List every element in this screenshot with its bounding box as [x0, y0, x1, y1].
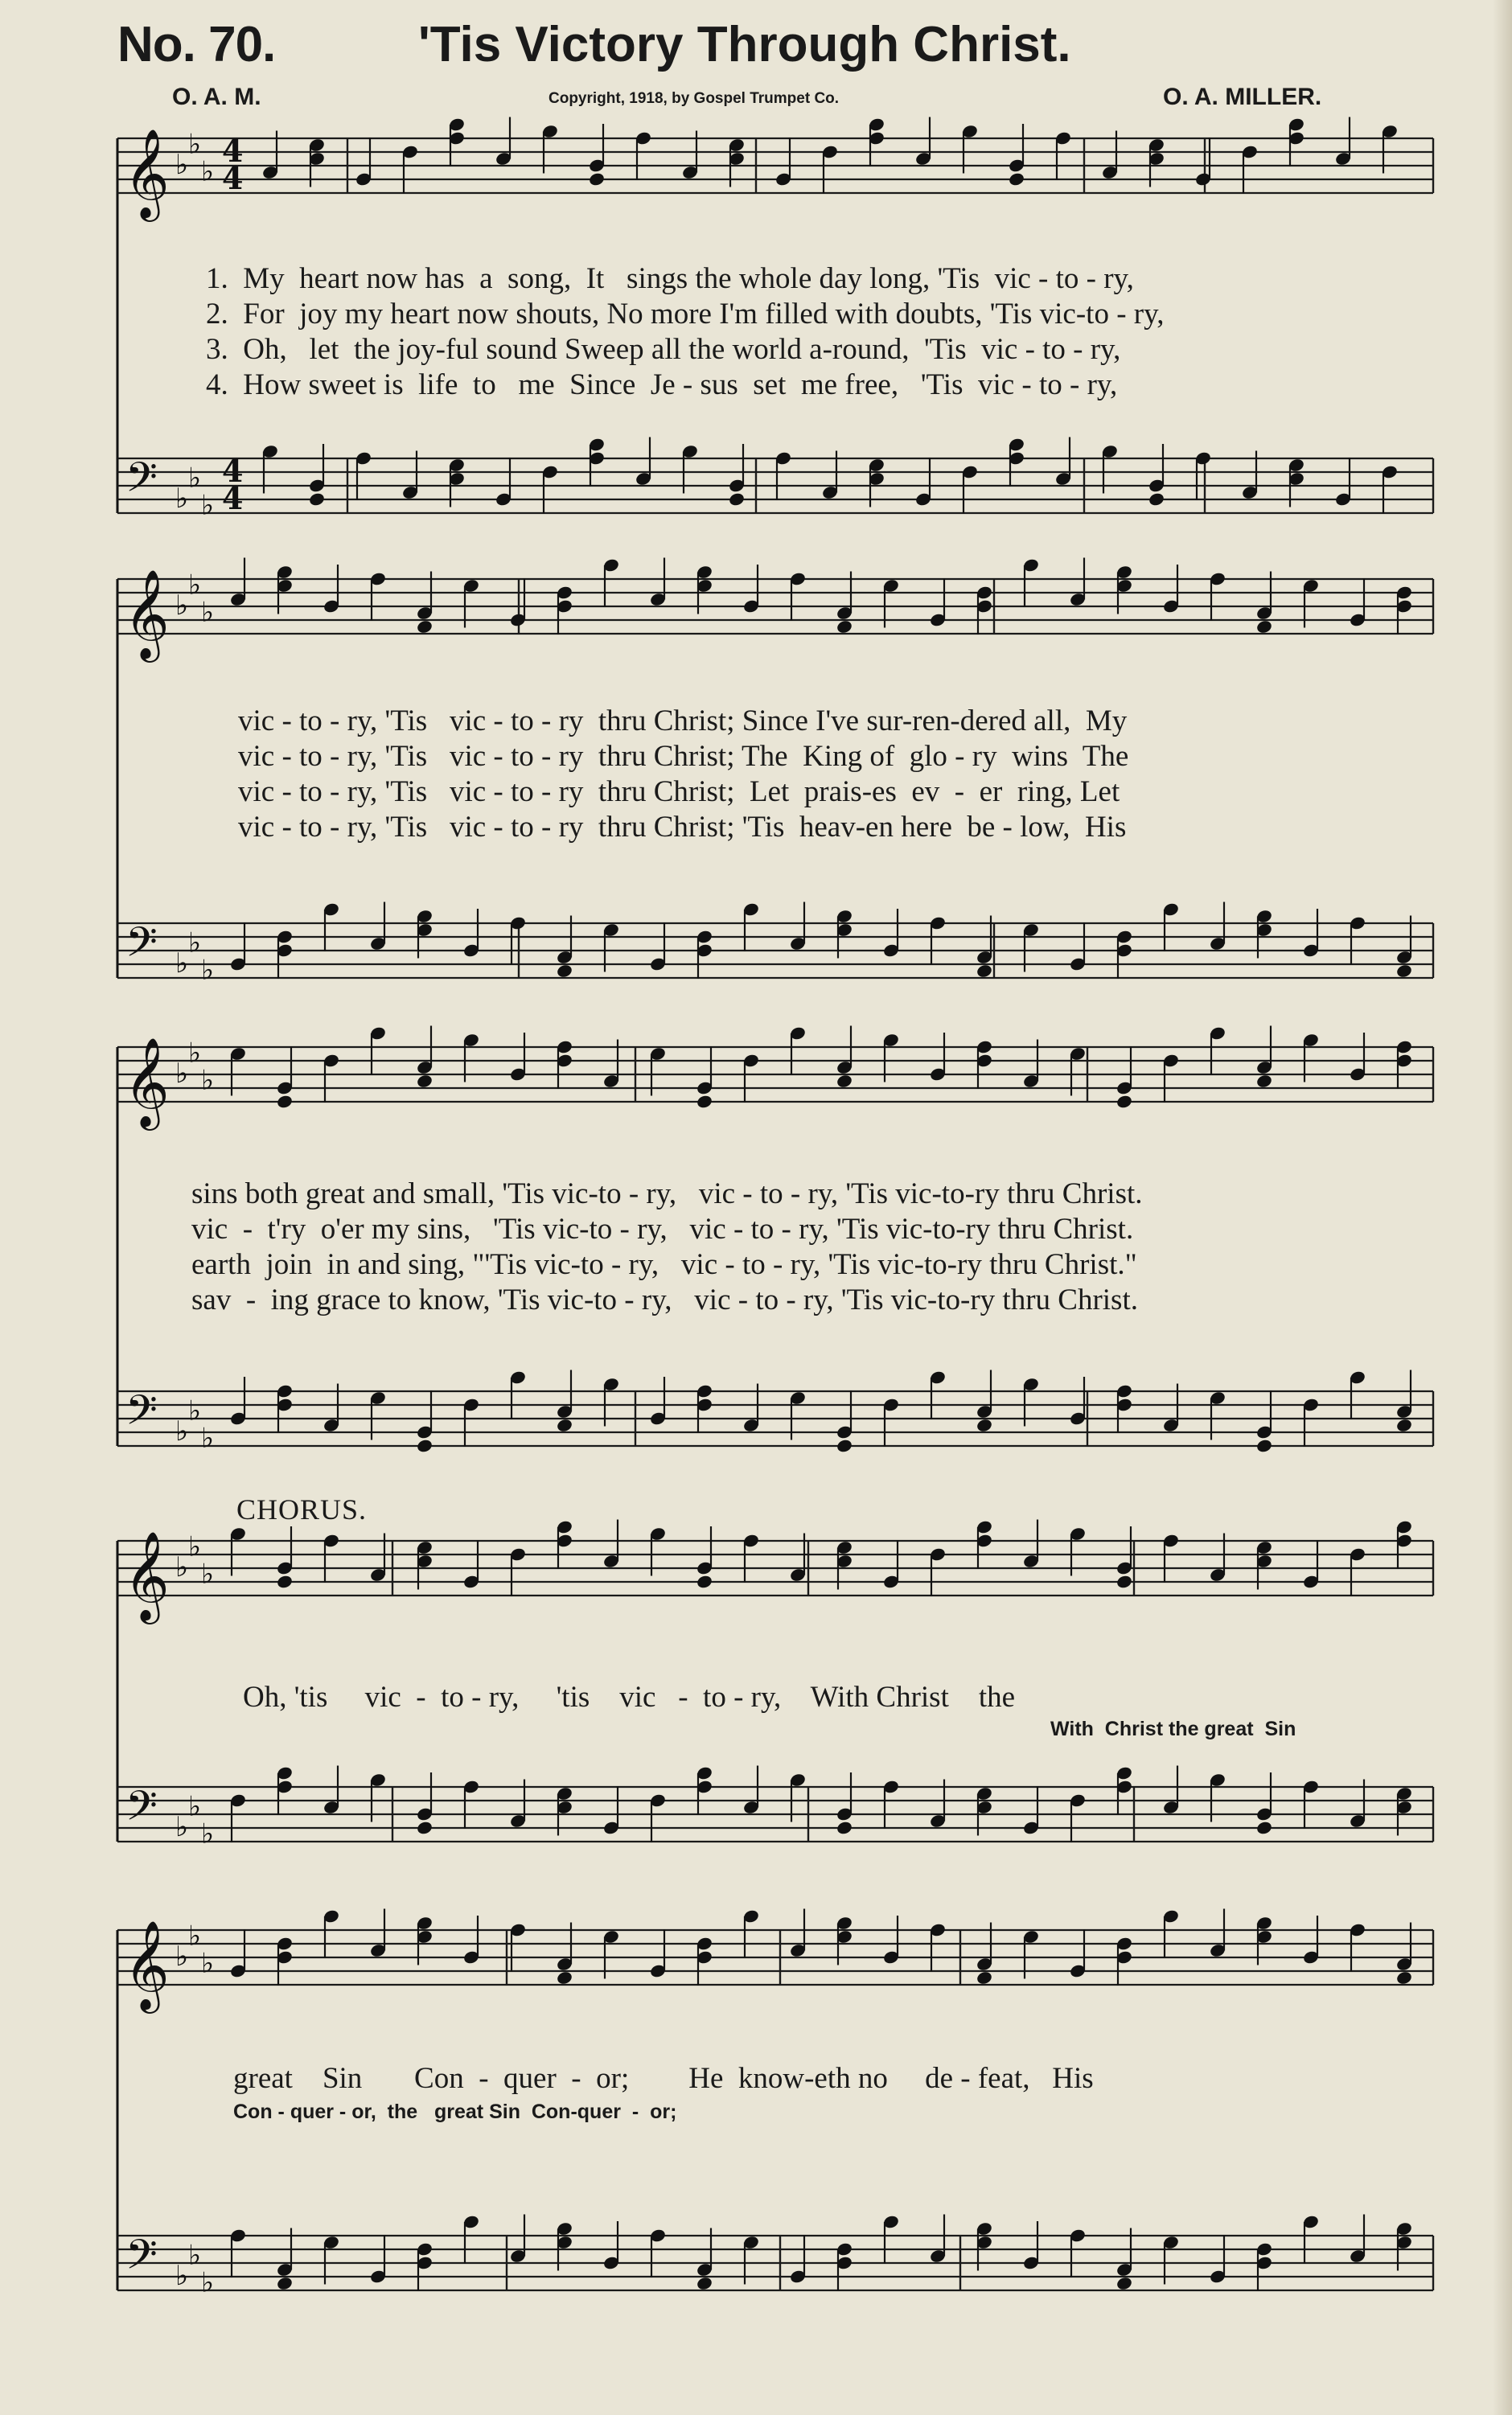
system-4-bass-notehead	[836, 1820, 853, 1835]
verse-1-line-2: vic - to - ry, 'Tis vic - to - ry thru Christ; Since I've sur-ren-dered all, My	[238, 704, 1128, 737]
system-5-bass-key-flat: ♭	[175, 2260, 189, 2292]
system-2-treble-clef: 𝄞	[124, 569, 170, 659]
system-2-bass-key-flat: ♭	[201, 954, 215, 987]
system-3-treble-notehead	[1255, 1074, 1273, 1089]
system-2-bass-clef: 𝄢	[125, 918, 158, 976]
verse-4-line-3: sav - ing grace to know, 'Tis vic-to - ry, vic - to - ry, 'Tis vic-to-ry thru Christ.	[191, 1283, 1138, 1316]
system-4-bass-notehead	[416, 1820, 433, 1835]
chorus-line-2: great Sin Con - quer - or; He know-eth no de - feat, His	[233, 2062, 1094, 2095]
system-4-bass-clef: 𝄢	[125, 1781, 158, 1840]
system-2-treble-notehead	[416, 619, 433, 635]
verse-4-line-2: vic - to - ry, 'Tis vic - to - ry thru Christ; 'Tis heav-en here be - low, His	[238, 811, 1127, 844]
system-1-bass-notehead	[1148, 491, 1165, 507]
system-2-treble-key-flat: ♭	[188, 569, 202, 602]
system-2-bass-key-flat: ♭	[188, 926, 202, 959]
system-2-bass-notehead	[1395, 963, 1413, 979]
system-1-time-signature: 4	[222, 160, 244, 196]
system-1-treble-key-flat: ♭	[188, 128, 202, 161]
verse-1-line-3: sins both great and small, 'Tis vic-to - ry, vic - to - ry, 'Tis vic-to-ry thru Christ.	[191, 1177, 1143, 1210]
system-1-bass-key-flat: ♭	[175, 483, 189, 515]
system-2-bass-notehead	[556, 963, 573, 979]
system-5-treble-notehead	[976, 1970, 993, 1986]
hymn-title: 'Tis Victory Through Christ.	[418, 17, 1071, 72]
system-5-bass-key-flat: ♭	[188, 2239, 202, 2272]
system-5-treble-key-flat: ♭	[188, 1920, 202, 1953]
system-3-treble-notehead	[836, 1074, 853, 1089]
chorus-line-1: Oh, 'tis vic - to - ry, 'tis vic - to - ry, With Christ the	[243, 1681, 1016, 1714]
system-5-treble-notehead	[1395, 1970, 1413, 1986]
system-2-treble-key-flat: ♭	[201, 596, 215, 629]
system-2-treble-notehead	[1255, 619, 1273, 635]
system-1-treble-clef: 𝄞	[124, 128, 170, 218]
chorus-line-1-alto: With Christ the great Sin	[1050, 1718, 1296, 1740]
system-5-bass-clef: 𝄢	[125, 2230, 158, 2289]
system-1-bass-notehead	[308, 491, 326, 507]
system-3-treble-key-flat: ♭	[201, 1064, 215, 1097]
system-3-bass-key-flat: ♭	[175, 1415, 189, 1448]
system-5-bass-notehead	[276, 2276, 294, 2291]
system-3-treble-notehead	[276, 1094, 294, 1109]
system-5-bass-notehead	[1116, 2276, 1133, 2291]
system-3-treble-notehead	[416, 1074, 433, 1089]
verse-2-line-3: vic - t'ry o'er my sins, 'Tis vic-to - ry, vic - to - ry, 'Tis vic-to-ry thru Christ.	[191, 1213, 1134, 1246]
system-4-treble-notehead	[276, 1574, 294, 1589]
system-4-treble-notehead	[1116, 1574, 1133, 1589]
system-5-treble-clef: 𝄞	[124, 1920, 170, 2010]
system-5-bass-key-flat: ♭	[201, 2266, 215, 2299]
system-2-bass-notehead	[976, 963, 993, 979]
system-1-bass-notehead	[728, 491, 746, 507]
system-1-treble-notehead	[588, 171, 606, 187]
system-2-bass-key-flat: ♭	[175, 947, 189, 980]
verse-1-line-1: 1. My heart now has a song, It sings the whole day long, 'Tis vic - to - ry,	[206, 262, 1134, 295]
system-4-treble-key-flat: ♭	[175, 1551, 189, 1583]
system-3-bass-notehead	[1395, 1418, 1413, 1433]
system-3-bass-clef: 𝄢	[125, 1386, 158, 1444]
system-1-bass-key-flat: ♭	[201, 489, 215, 522]
system-1-treble-notehead	[1008, 171, 1025, 187]
system-5-treble-key-flat: ♭	[175, 1941, 189, 1973]
system-1-treble-key-flat: ♭	[175, 149, 189, 181]
system-3-treble-notehead	[696, 1094, 713, 1109]
system-1-bass-clef: 𝄢	[125, 453, 158, 511]
system-3-treble-clef: 𝄞	[124, 1037, 170, 1127]
system-3-bass-key-flat: ♭	[201, 1422, 215, 1455]
verse-2-line-1: 2. For joy my heart now shouts, No more I'm filled with doubts, 'Tis vic-to - ry,	[206, 298, 1165, 331]
system-4-treble-key-flat: ♭	[201, 1558, 215, 1591]
system-2-treble-key-flat: ♭	[175, 589, 189, 622]
author-credit: O. A. M.	[172, 84, 261, 110]
system-5-bass-notehead	[696, 2276, 713, 2291]
system-4-treble-notehead	[696, 1574, 713, 1589]
chorus-line-2-alto: Con - quer - or, the great Sin Con-quer - or;	[233, 2101, 677, 2123]
chorus-label: CHORUS.	[236, 1493, 368, 1526]
system-3-bass-key-flat: ♭	[188, 1394, 202, 1427]
system-3-treble-notehead	[1116, 1094, 1133, 1109]
system-4-bass-key-flat: ♭	[175, 1811, 189, 1843]
system-1-time-signature: 4	[222, 133, 244, 169]
system-4-treble-key-flat: ♭	[188, 1530, 202, 1563]
system-5-treble-key-flat: ♭	[201, 1947, 215, 1980]
system-3-bass-notehead	[1255, 1438, 1273, 1453]
system-3-bass-notehead	[976, 1418, 993, 1433]
system-5-treble-notehead	[556, 1970, 573, 1986]
system-3-bass-notehead	[416, 1438, 433, 1453]
system-4-bass-notehead	[1255, 1820, 1273, 1835]
system-1-bass-key-flat: ♭	[188, 462, 202, 495]
verse-2-line-2: vic - to - ry, 'Tis vic - to - ry thru Christ; The King of glo - ry wins The	[238, 740, 1129, 773]
system-4-bass-key-flat: ♭	[188, 1790, 202, 1823]
verse-4-line-1: 4. How sweet is life to me Since Je - sus set me free, 'Tis vic - to - ry,	[206, 368, 1118, 401]
hymn-number: No. 70.	[117, 17, 276, 72]
system-3-bass-notehead	[556, 1418, 573, 1433]
system-1-time-signature: 4	[222, 453, 244, 489]
system-2-treble-notehead	[836, 619, 853, 635]
system-3-treble-key-flat: ♭	[188, 1037, 202, 1070]
copyright-notice: Copyright, 1918, by Gospel Trumpet Co.	[549, 90, 840, 107]
system-1-treble-key-flat: ♭	[201, 155, 215, 188]
system-3-treble-key-flat: ♭	[175, 1058, 189, 1090]
system-3-bass-notehead	[836, 1438, 853, 1453]
verse-3-line-3: earth join in and sing, "'Tis vic-to - ry, vic - to - ry, 'Tis vic-to-ry thru Christ."	[191, 1248, 1137, 1281]
verse-3-line-2: vic - to - ry, 'Tis vic - to - ry thru Christ; Let prais-es ev - er ring, Let	[238, 775, 1120, 808]
composer-credit: O. A. MILLER.	[1163, 84, 1322, 110]
system-1-time-signature: 4	[222, 480, 244, 516]
system-4-bass-key-flat: ♭	[201, 1817, 215, 1850]
verse-3-line-1: 3. Oh, let the joy-ful sound Sweep all the world a-round, 'Tis vic - to - ry,	[206, 333, 1121, 366]
system-4-treble-clef: 𝄞	[124, 1530, 170, 1620]
